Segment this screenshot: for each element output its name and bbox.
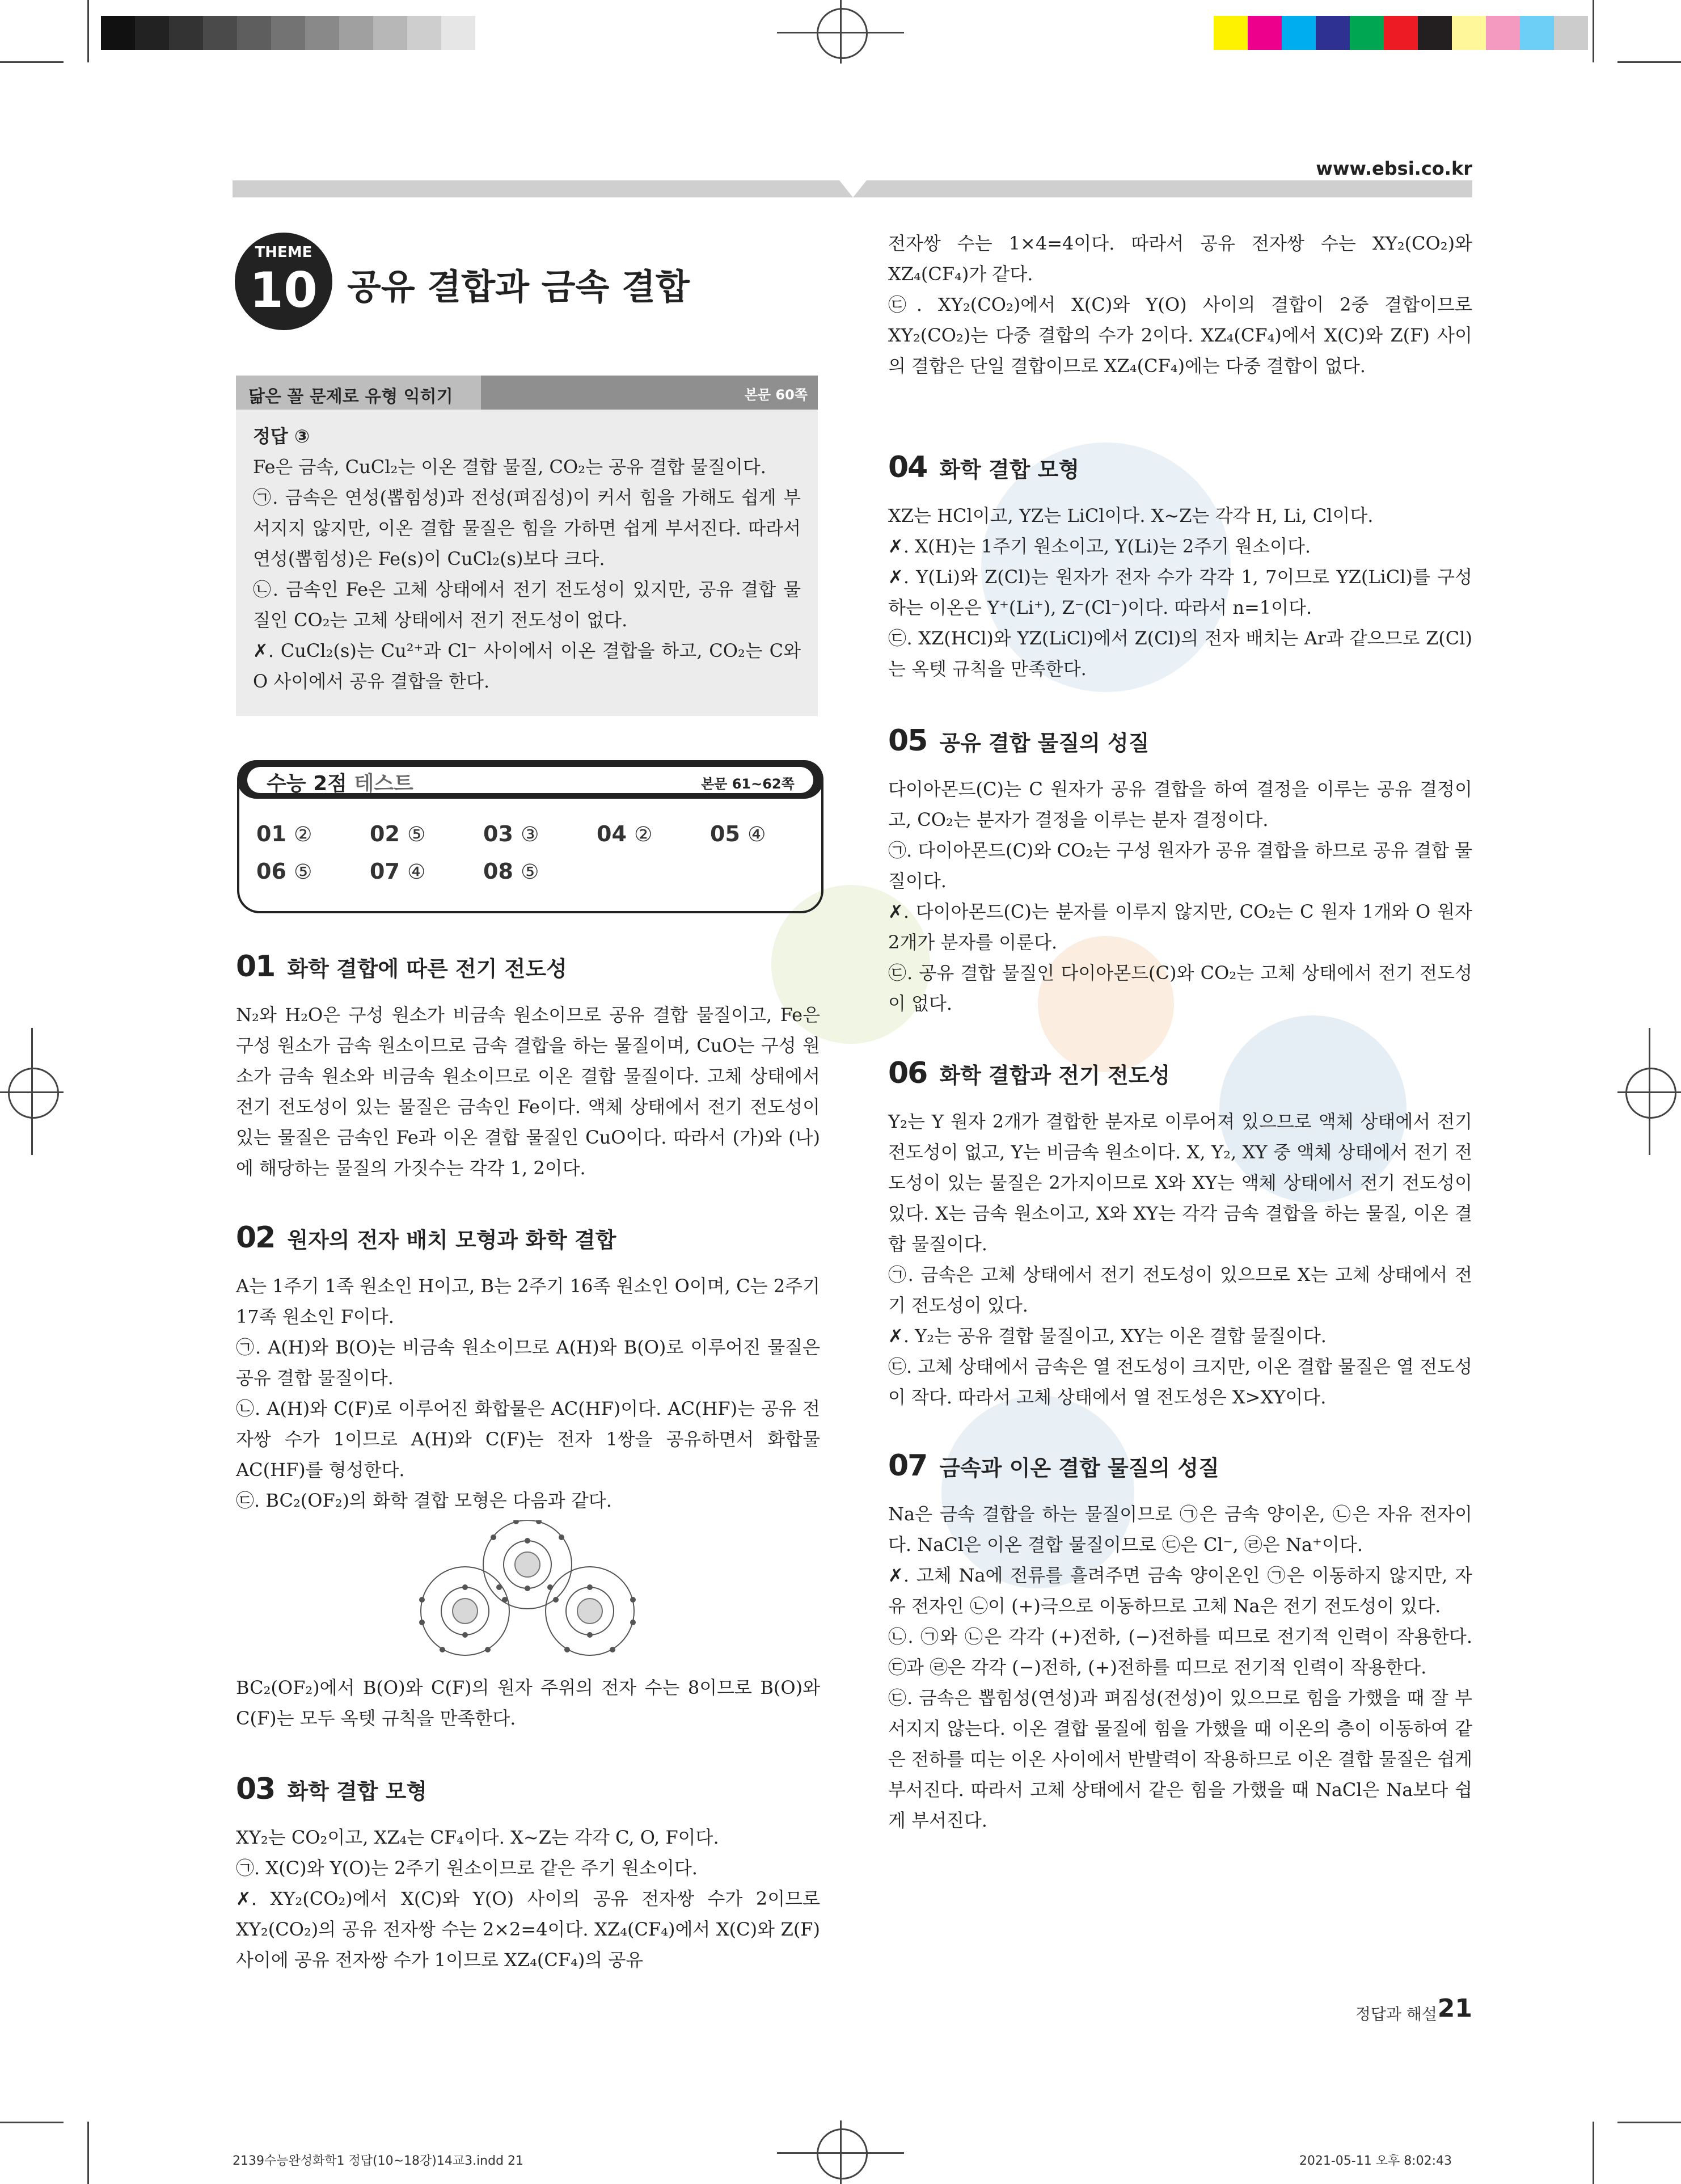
- crop-mark: [1593, 2122, 1594, 2184]
- section-paragraph: N₂와 H₂O은 구성 원소가 비금속 원소이므로 공유 결합 물질이고, Fe은 구성 원소가 금속 원소이므로 금속 결합을 하는 물질이며, CuO는 구성 원소가 금속 원소와 비금속 원소이므로 이온 결합 물질이다. 고체 상태에서 전기 전도성이 있는 물질은 금속인 Fe이다. 액체 상태에서 전기 전도성이 있는 물질은 금속인 Fe과 이온 결합 물질인 CuO이다. 따라서 (가)와 (나)에 해당하는 물질의 가짓수는 각각 1, 2이다.: [236, 1004, 820, 1179]
- section-title: 화학 결합 모형: [939, 457, 1080, 482]
- color-swatch: [1418, 16, 1452, 50]
- practice-answer: 정답 ③: [253, 425, 310, 447]
- section-line: 전자쌍 수는 1×4=4이다. 따라서 공유 전자쌍 수는 XY₂(CO₂)와 XZ₄(CF₄)가 같다.: [888, 233, 1472, 285]
- answer-item: [483, 859, 539, 884]
- answer-num: 06: [256, 859, 286, 884]
- crop-mark: [87, 2122, 89, 2184]
- section-line: XY₂는 CO₂이고, XZ₄는 CF₄이다. X~Z는 각각 C, O, F이다.: [236, 1827, 719, 1848]
- color-swatch: [271, 16, 305, 50]
- color-swatch: [1248, 16, 1282, 50]
- answer-num: 03: [483, 821, 513, 846]
- page-label: 정답과 해설: [1355, 2005, 1437, 2023]
- color-swatch: [169, 16, 203, 50]
- page-number: 21: [1437, 1994, 1472, 2023]
- answer-choice: ⑤: [407, 823, 426, 846]
- header-bar-notch: [839, 180, 867, 197]
- section-heading-05: [888, 724, 1149, 758]
- section-04-text: [888, 500, 1472, 684]
- answer-choice: ②: [634, 823, 653, 846]
- section-line: ✗. 고체 Na에 전류를 흘려주면 금속 양이온인 ㉠은 이동하지 않지만, 자유 전자인 ㉡이 (+)극으로 이동하므로 고체 Na은 전기 전도성이 있다.: [888, 1565, 1472, 1617]
- crop-mark: [1617, 2122, 1681, 2123]
- section-line: ✗. XY₂(CO₂)에서 X(C)와 Y(O) 사이의 공유 전자쌍 수가 2이므로 XY₂(CO₂)의 공유 전자쌍 수는 2×2=4이다. XZ₄(CF₄)에서 X(C)와 Z(F) 사이에 공유 전자쌍 수가 1이므로 XZ₄(CF₄)의 공유: [236, 1888, 820, 1971]
- section-03-text: [236, 1822, 820, 1975]
- section-line: 다이아몬드(C)는 C 원자가 공유 결합을 하여 결정을 이루는 공유 결정이고, CO₂는 분자가 결정을 이루는 분자 결정이다.: [888, 778, 1472, 830]
- answer-choice: ④: [407, 861, 426, 884]
- practice-header-left: [236, 376, 481, 410]
- answer-num: 05: [710, 821, 740, 846]
- answer-item: [256, 859, 312, 884]
- answer-choice: ④: [747, 823, 766, 846]
- section-line: ✗. X(H)는 1주기 원소이고, Y(Li)는 2주기 원소이다.: [888, 536, 1311, 557]
- color-swatch: [339, 16, 373, 50]
- theme-number: 10: [250, 262, 318, 319]
- section-line: Y₂는 Y 원자 2개가 결합한 분자로 이루어져 있으므로 액체 상태에서 전기 전도성이 없고, Y는 비금속 원소이다. X, Y₂, XY 중 액체 상태에서 전기 전도성이 있는 물질은 2가지이므로 X와 XY는 액체 상태에서 전기 전도성이 있다. X는 금속 원소이고, X와 XY는 각각 금속 결합을 하는 물질, 이온 결합 물질이다.: [888, 1111, 1472, 1255]
- crop-mark: [1617, 61, 1681, 63]
- practice-line: ㉠. 금속은 연성(뽑힘성)과 전성(펴짐성)이 커서 힘을 가해도 쉽게 부서지지 않지만, 이온 결합 물질은 힘을 가하면 쉽게 부서진다. 따라서 연성(뽑힘성)은 Fe(s)이 CuCl₂(s)보다 크다.: [253, 487, 801, 570]
- page-title: 공유 결합과 금속 결합: [347, 266, 690, 307]
- test-title-bold: 수능 2점: [267, 772, 347, 795]
- crop-mark: [1593, 0, 1594, 62]
- color-swatch: [237, 16, 271, 50]
- answer-item: [710, 821, 766, 846]
- color-swatch: [373, 16, 407, 50]
- section-title: 화학 결합 모형: [287, 1779, 428, 1804]
- section-number: 04: [888, 450, 927, 484]
- section-paragraph: BC₂(OF₂)에서 B(O)와 C(F)의 원자 주위의 전자 수는 8이므로 B(O)와 C(F)는 모두 옥텟 규칙을 만족한다.: [236, 1677, 820, 1729]
- answer-choice: ⑤: [294, 861, 312, 884]
- section-line: ㉢. 고체 상태에서 금속은 열 전도성이 크지만, 이온 결합 물질은 열 전도성이 작다. 따라서 고체 상태에서 열 전도성은 X>XY이다.: [888, 1356, 1472, 1408]
- section-line: ✗. 다이아몬드(C)는 분자를 이루지 않지만, CO₂는 C 원자 1개와 O 원자 2개가 분자를 이룬다.: [888, 901, 1472, 953]
- section-title: 공유 결합 물질의 성질: [939, 731, 1150, 756]
- of2-bond-model-diagram: [408, 1520, 647, 1656]
- section-line: Na은 금속 결합을 하는 물질이므로 ㉠은 금속 양이온, ㉡은 자유 전자이다. NaCl은 이온 결합 물질이므로 ㉢은 Cl⁻, ㉣은 Na⁺이다.: [888, 1503, 1472, 1555]
- section-line: ㉢. XY₂(CO₂)에서 X(C)와 Y(O) 사이의 결합이 2중 결합이므로 XY₂(CO₂)는 다중 결합의 수가 2이다. XZ₄(CF₄)에서 X(C)와 Z(F) 사이의 결합은 단일 결합이므로 XZ₄(CF₄)에는 다중 결합이 없다.: [888, 294, 1472, 377]
- section-number: 06: [888, 1056, 927, 1090]
- color-swatch-strip: [1214, 16, 1588, 50]
- answer-item: [597, 821, 652, 846]
- section-number: 03: [236, 1772, 275, 1806]
- section-line: XZ는 HCl이고, YZ는 LiCl이다. X~Z는 각각 H, Li, Cl이다.: [888, 505, 1374, 526]
- section-line: ㉠. A(H)와 B(O)는 비금속 원소이므로 A(H)와 B(O)로 이루어진 물질은 공유 결합 물질이다.: [236, 1336, 820, 1389]
- section-heading-06: [888, 1056, 1170, 1090]
- color-swatch: [1554, 16, 1588, 50]
- test-page-ref: 본문 61~62쪽: [701, 776, 795, 792]
- section-line: ㉢. XZ(HCl)와 YZ(LiCl)에서 Z(Cl)의 전자 배치는 Ar과 같으므로 Z(Cl)는 옥텟 규칙을 만족한다.: [888, 627, 1472, 680]
- test-title: [267, 768, 413, 796]
- answer-choice: ②: [294, 823, 312, 846]
- section-number: 05: [888, 724, 927, 758]
- color-swatch: [1452, 16, 1486, 50]
- answer-num: 08: [483, 859, 513, 884]
- practice-text: [253, 452, 801, 697]
- site-url: www.ebsi.co.kr: [1316, 158, 1472, 179]
- color-swatch: [135, 16, 169, 50]
- practice-line: ✗. CuCl₂(s)는 Cu²⁺과 Cl⁻ 사이에서 이온 결합을 하고, CO₂는 C와 O 사이에서 공유 결합을 한다.: [253, 640, 801, 692]
- color-swatch: [305, 16, 339, 50]
- theme-label: THEME: [255, 244, 312, 261]
- section-title: 화학 결합에 따른 전기 전도성: [287, 956, 567, 981]
- section-line: ㉠. 금속은 고체 상태에서 전기 전도성이 있으므로 X는 고체 상태에서 전기 전도성이 있다.: [888, 1264, 1472, 1316]
- test-title-light: 테스트: [347, 772, 413, 795]
- section-line: ✗. Y₂는 공유 결합 물질이고, XY는 이온 결합 물질이다.: [888, 1325, 1327, 1347]
- section-06-text: [888, 1106, 1472, 1413]
- section-line: ㉡. A(H)와 C(F)로 이루어진 화합물은 AC(HF)이다. AC(HF)는 공유 전자쌍 수가 1이므로 A(H)와 C(F)는 전자 1쌍을 공유하면서 화합물 AC(HF)를 형성한다.: [236, 1398, 820, 1481]
- section-line: A는 1주기 1족 원소인 H이고, B는 2주기 16족 원소인 O이며, C는 2주기 17족 원소인 F이다.: [236, 1275, 820, 1327]
- color-swatch: [203, 16, 237, 50]
- color-swatch: [101, 16, 135, 50]
- practice-line: ㉡. 금속인 Fe은 고체 상태에서 전기 전도성이 있지만, 공유 결합 물질인 CO₂는 고체 상태에서 전기 전도성이 없다.: [253, 579, 801, 631]
- color-swatch: [1282, 16, 1316, 50]
- section-title: 금속과 이온 결합 물질의 성질: [939, 1456, 1219, 1481]
- section-line: ✗. Y(Li)와 Z(Cl)는 원자가 전자 수가 각각 1, 7이므로 YZ(LiCl)를 구성하는 이온은 Y⁺(Li⁺), Z⁻(Cl⁻)이다. 따라서 n=1이다.: [888, 566, 1472, 618]
- section-05-text: [888, 774, 1472, 1019]
- section-heading-03: [236, 1772, 427, 1806]
- color-swatch: [441, 16, 475, 50]
- color-swatch: [407, 16, 441, 50]
- crop-mark: [0, 61, 64, 63]
- color-swatch: [1384, 16, 1418, 50]
- answer-choice: ⑤: [521, 861, 539, 884]
- section-number: 01: [236, 950, 275, 984]
- practice-line: Fe은 금속, CuCl₂는 이온 결합 물질, CO₂는 공유 결합 물질이다.: [253, 456, 766, 478]
- color-swatch: [1350, 16, 1384, 50]
- color-swatch: [1316, 16, 1350, 50]
- answer-item: [370, 859, 425, 884]
- answer-item: [256, 821, 312, 846]
- answer-item: [370, 821, 425, 846]
- practice-page-ref: 본문 60쪽: [744, 387, 808, 403]
- section-line: ㉢. 공유 결합 물질인 다이아몬드(C)와 CO₂는 고체 상태에서 전기 전도성이 없다.: [888, 962, 1472, 1014]
- section-line: ㉢. BC₂(OF₂)의 화학 결합 모형은 다음과 같다.: [236, 1490, 612, 1511]
- section-heading-07: [888, 1449, 1219, 1483]
- answer-choice: ③: [521, 823, 539, 846]
- section-03-continued: [888, 228, 1472, 381]
- color-swatch: [1214, 16, 1248, 50]
- section-01-text: [236, 1000, 820, 1183]
- section-heading-01: [236, 950, 567, 984]
- color-swatch: [1486, 16, 1520, 50]
- color-swatch: [1520, 16, 1554, 50]
- section-02-after: [236, 1672, 820, 1734]
- answer-num: 07: [370, 859, 400, 884]
- print-timestamp: 2021-05-11 오후 8:02:43: [1299, 2154, 1452, 2168]
- section-line: ㉠. X(C)와 Y(O)는 2주기 원소이므로 같은 주기 원소이다.: [236, 1857, 698, 1879]
- crop-mark: [87, 0, 89, 62]
- section-line: ㉡. ㉠와 ㉡은 각각 (+)전하, (−)전하를 띠므로 전기적 인력이 작용한다. ㉢과 ㉣은 각각 (−)전하, (+)전하를 띠므로 전기적 인력이 작용한다.: [888, 1626, 1472, 1678]
- print-file-info: 2139수능완성화학1 정답(10~18강)14교3.indd 21: [233, 2154, 524, 2168]
- section-line: ㉢. 금속은 뽑힘성(연성)과 펴짐성(전성)이 있으므로 힘을 가했을 때 잘 부서지지 않는다. 이온 결합 물질에 힘을 가했을 때 이온의 층이 이동하여 같은 전하를 띠는 이온 사이에서 반발력이 작용하므로 이온 결합 물질은 쉽게 부서진다. 따라서 고체 상태에서 같은 힘을 가했을 때 NaCl은 Na보다 쉽게 부서진다.: [888, 1687, 1472, 1831]
- practice-heading: 닮은 꼴 문제로 유형 익히기: [248, 387, 453, 407]
- crop-mark: [0, 2122, 64, 2123]
- gray-swatch-strip: [101, 16, 475, 50]
- section-title: 화학 결합과 전기 전도성: [939, 1063, 1171, 1088]
- section-heading-02: [236, 1221, 616, 1255]
- answer-num: 04: [597, 821, 627, 846]
- section-number: 02: [236, 1221, 275, 1255]
- answer-num: 02: [370, 821, 400, 846]
- section-07-text: [888, 1499, 1472, 1836]
- section-02-text: [236, 1271, 820, 1516]
- section-number: 07: [888, 1449, 927, 1483]
- section-title: 원자의 전자 배치 모형과 화학 결합: [287, 1228, 616, 1253]
- answer-num: 01: [256, 821, 286, 846]
- answer-item: [483, 821, 539, 846]
- section-line: ㉠. 다이아몬드(C)와 CO₂는 구성 원자가 공유 결합을 하므로 공유 결합 물질이다.: [888, 840, 1472, 892]
- section-heading-04: [888, 450, 1079, 484]
